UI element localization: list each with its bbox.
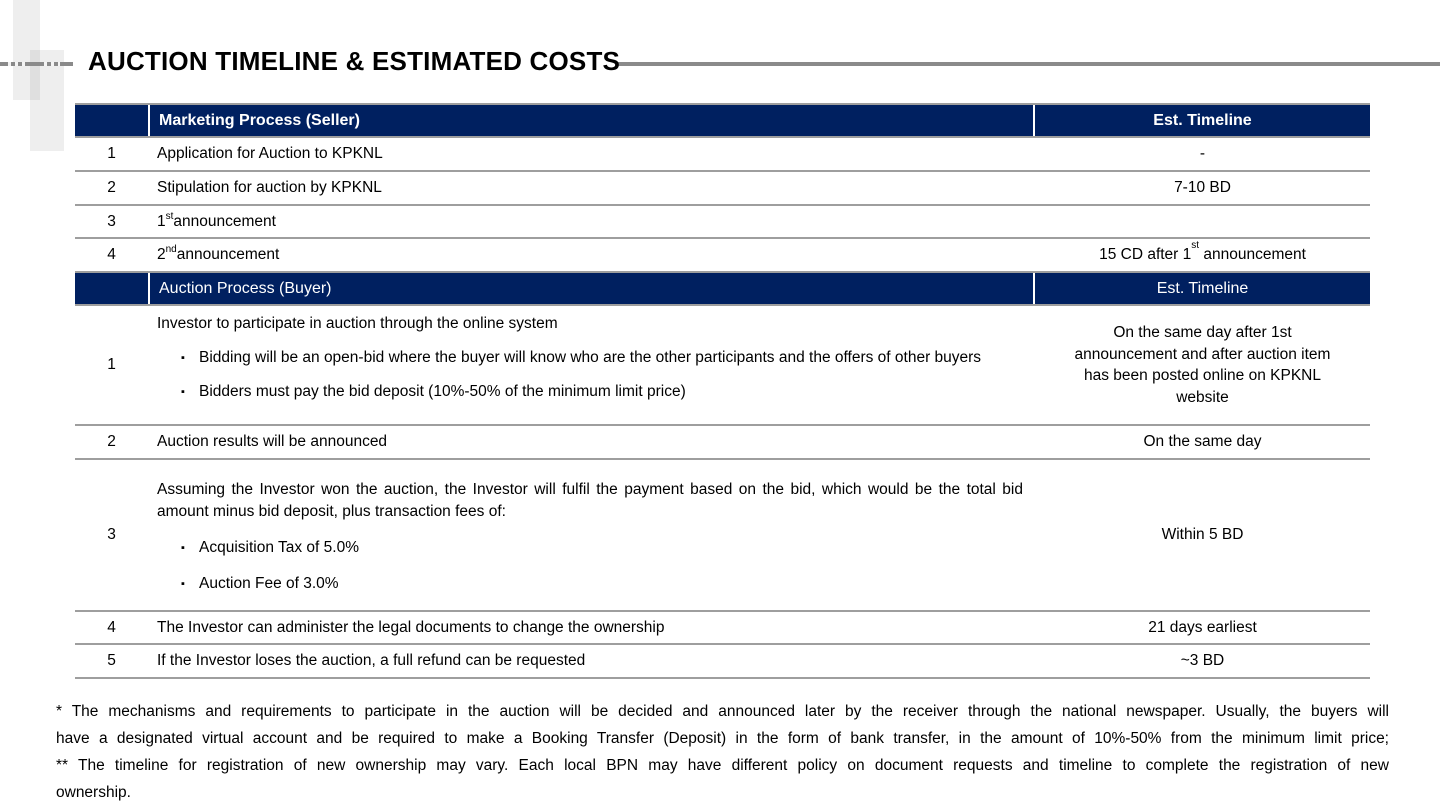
ordinal-base: 15 CD after 1 bbox=[1099, 246, 1192, 263]
timeline-multiline-text bbox=[1075, 322, 1331, 408]
process-cell bbox=[148, 306, 1035, 424]
ordinal-suffix: st bbox=[1191, 239, 1200, 251]
timeline-line: website bbox=[1176, 388, 1229, 406]
page-title: AUCTION TIMELINE & ESTIMATED COSTS bbox=[88, 46, 621, 76]
timeline-text: Within 5 BD bbox=[1161, 526, 1244, 543]
row-number: 3 bbox=[107, 526, 116, 543]
row-number: 2 bbox=[107, 433, 116, 450]
bullet-icon: ▪ bbox=[181, 542, 185, 554]
process-text: 2 $^{nd}$ announcement bbox=[157, 244, 280, 263]
process-text: Application for Auction to KPKNL bbox=[157, 145, 383, 162]
title-rule-dash-1 bbox=[8, 62, 28, 66]
timeline-text bbox=[1035, 206, 1370, 237]
timeline-text: 21 days earliest bbox=[1148, 618, 1257, 636]
process-text: 1 $^{st}$ announcement bbox=[157, 210, 276, 230]
timeline-text bbox=[1035, 239, 1370, 271]
footnotes bbox=[56, 698, 1389, 806]
row-number: 5 bbox=[107, 652, 116, 669]
table-row bbox=[75, 239, 1370, 273]
row-number: 4 bbox=[107, 618, 116, 636]
row-number: 3 bbox=[107, 212, 116, 230]
timeline-text: - bbox=[1199, 145, 1206, 162]
bullet-item bbox=[157, 537, 1023, 559]
buyer-header-num-cell bbox=[75, 273, 148, 304]
process-lead-text: Assuming the Investor won the auction, the Investor will fulfil the payment based on the bid, which would be the total bid amount minus bid deposit, plus transaction fees of: bbox=[157, 481, 1023, 520]
timeline-text-rest: announcement bbox=[1199, 246, 1306, 263]
ordinal-base: 1 bbox=[157, 212, 166, 230]
table-row bbox=[75, 612, 1370, 645]
process-cell bbox=[148, 460, 1035, 610]
footnote-line: ** The timeline for registration of new ownership may vary. Each local BPN may have different policy on document requests and timeline to complete the registration of new bbox=[56, 757, 1389, 774]
table-row bbox=[75, 306, 1370, 426]
table-row bbox=[75, 645, 1370, 679]
buyer-header-row bbox=[75, 273, 1370, 306]
footnote-line: ownership. bbox=[56, 784, 131, 801]
footnote-line: * The mechanisms and requirements to participate in the auction will be decided and announced later by the receiver through the national newspaper. Usually, the buyers will bbox=[56, 703, 1389, 720]
timeline-line: On the same day after 1st bbox=[1113, 324, 1292, 341]
process-text: If the Investor loses the auction, a full refund can be requested bbox=[157, 652, 586, 669]
bullet-text: Bidders must pay the bid deposit (10%-50% of the minimum limit price) bbox=[199, 383, 686, 400]
bullet-text: Acquisition Tax of 5.0% bbox=[199, 539, 359, 556]
buyer-header-process-cell: Auction Process (Buyer) bbox=[148, 273, 1035, 304]
seller-header-num-cell bbox=[75, 105, 148, 136]
buyer-header-timeline-cell: Est. Timeline bbox=[1156, 279, 1249, 297]
table-row bbox=[75, 460, 1370, 612]
process-text-rest: announcement bbox=[173, 212, 276, 230]
bullet-item bbox=[157, 573, 1023, 595]
bullet-item bbox=[157, 381, 1023, 403]
bullet-icon: ▪ bbox=[181, 386, 185, 398]
title-rule-right bbox=[618, 62, 1440, 66]
bullet-icon: ▪ bbox=[181, 578, 185, 590]
timeline-text-inline bbox=[1099, 239, 1306, 264]
auction-timeline-table bbox=[75, 103, 1370, 679]
title-rule-dash-2 bbox=[44, 62, 60, 66]
process-lead-text: Investor to participate in auction through the online system bbox=[157, 315, 558, 332]
process-text: The Investor can administer the legal documents to change the ownership bbox=[157, 618, 665, 636]
bullet-item bbox=[157, 347, 1023, 369]
table-row bbox=[75, 206, 1370, 239]
seller-header-row bbox=[75, 105, 1370, 138]
row-number: 4 bbox=[107, 246, 116, 263]
timeline-text: ~3 BD bbox=[1180, 652, 1225, 669]
timeline-line: announcement and after auction item bbox=[1074, 345, 1331, 363]
seller-header-process-cell: Marketing Process (Seller) bbox=[148, 105, 1035, 136]
table-row bbox=[75, 426, 1370, 460]
table-row bbox=[75, 138, 1370, 172]
table-row bbox=[75, 172, 1370, 206]
bullet-text: Bidding will be an open-bid where the buyer will know who are the other participants and the offers of other buyers bbox=[199, 349, 982, 366]
row-number: 1 bbox=[107, 145, 116, 162]
timeline-text: 7-10 BD bbox=[1174, 179, 1231, 196]
bullet-icon: ▪ bbox=[181, 352, 185, 364]
footnote-line: have a designated virtual account and be required to make a Booking Transfer (Deposit) in the form of bank transfer, in the amount of 10%-50% from the minimum limit price; bbox=[56, 730, 1389, 747]
timeline-text: On the same day bbox=[1143, 433, 1262, 450]
seller-header-timeline-cell: Est. Timeline bbox=[1153, 111, 1252, 129]
row-number: 2 bbox=[107, 179, 116, 196]
process-text: Stipulation for auction by KPKNL bbox=[157, 179, 382, 196]
row-number: 1 bbox=[107, 356, 116, 373]
process-text-rest: announcement bbox=[176, 246, 280, 263]
process-text: Auction results will be announced bbox=[157, 433, 388, 450]
timeline-cell bbox=[1035, 306, 1370, 424]
timeline-line: has been posted online on KPKNL bbox=[1084, 367, 1321, 384]
ordinal-base: 2 bbox=[157, 246, 166, 263]
bullet-text: Auction Fee of 3.0% bbox=[199, 575, 339, 592]
